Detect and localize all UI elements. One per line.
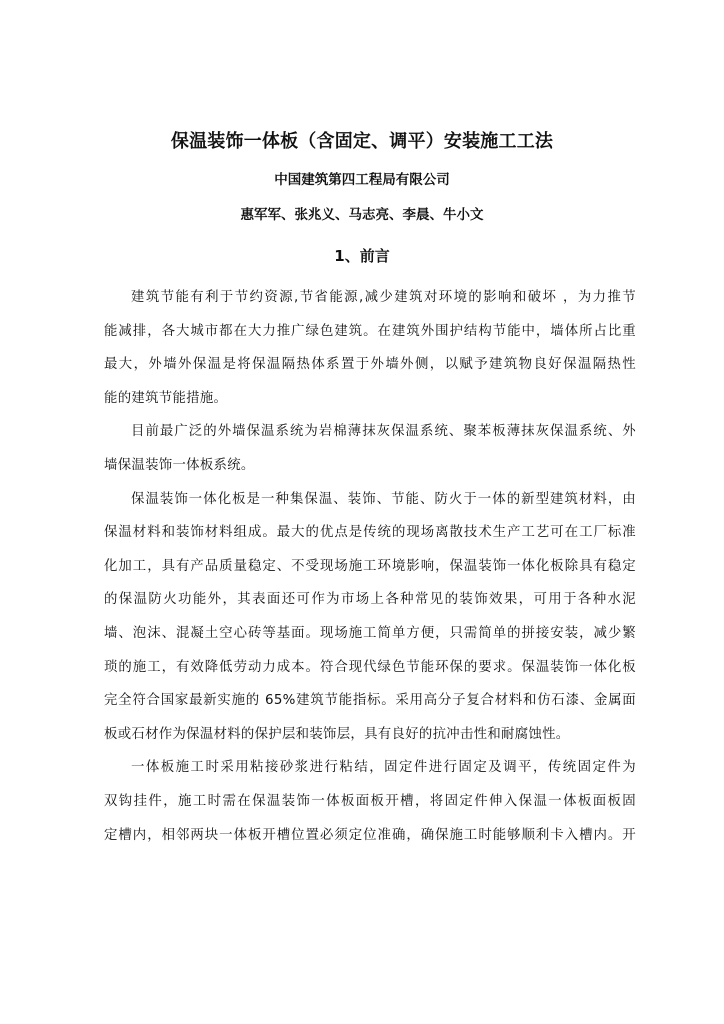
paragraph-line: 保温材料和装饰材料组成。最大的优点是传统的现场离散技术生产工艺可在工厂标准: [104, 525, 636, 541]
paragraph-line: 完全符合国家最新实施的 65%建筑节能指标。采用高分子复合材料和仿石漆、金属面: [104, 693, 636, 709]
paragraph-line: 建筑节能有利于节约资源,节省能源,减少建筑对环境的影响和破坏 ，为力推节: [131, 290, 636, 305]
paragraph-line: 墙保温装饰一体板系统。: [104, 457, 255, 473]
paragraph-line: 定槽内，相邻两块一体板开槽位置必须定位准确，确保施工时能够顺利卡入槽内。开: [104, 827, 636, 843]
paragraph-line: 的保温防火功能外，其表面还可作为市场上各种常见的装饰效果，可用于各种水泥: [104, 592, 636, 608]
paragraph-line: 最大，外墙外保温是将保温隔热体系置于外墙外侧，以赋予建筑物良好保温隔热性: [104, 357, 636, 373]
section-heading: 1、前言: [334, 247, 390, 265]
organization-name: 中国建筑第四工程局有限公司: [274, 172, 450, 188]
body-text: [104, 281, 636, 852]
paragraph-line: 化加工，具有产品质量稳定、不受现场施工环境影响，保温装饰一体化板除具有稳定: [104, 558, 636, 574]
paragraph-line: 能减排，各大城市都在大力推广绿色建筑。在建筑外围护结构节能中，墙体所占比重: [104, 323, 636, 339]
paragraph-line: 双钩挂件，施工时需在保温装饰一体板面板开槽，将固定件伸入保温一体板面板固: [104, 793, 636, 809]
paragraph-line: 保温装饰一体化板是一种集保温、装饰、节能、防火于一体的新型建筑材料，由: [131, 491, 636, 507]
paragraph-line: 目前最广泛的外墙保温系统为岩棉薄抹灰保温系统、聚苯板薄抹灰保温系统、外: [131, 424, 636, 440]
author-list: 惠军军、张兆义、马志亮、李晨、牛小文: [240, 207, 484, 223]
paragraph-line: 板或石材作为保温材料的保护层和装饰层，具有良好的抗冲击性和耐腐蚀性。: [104, 726, 570, 742]
paragraph-line: 墙、泡沫、混凝土空心砖等基面。现场施工简单方便，只需简单的拼接安装，减少繁: [104, 625, 636, 641]
paragraph-line: 能的建筑节能措施。: [104, 390, 228, 406]
document-title: 保温装饰一体板（含固定、调平）安装施工工法: [170, 131, 554, 152]
paragraph-line: 琐的施工，有效降低劳动力成本。符合现代绿色节能环保的要求。保温装饰一体化板: [104, 659, 636, 675]
paragraph-line: 一体板施工时采用粘接砂浆进行粘结，固定件进行固定及调平，传统固定件为: [131, 760, 636, 776]
